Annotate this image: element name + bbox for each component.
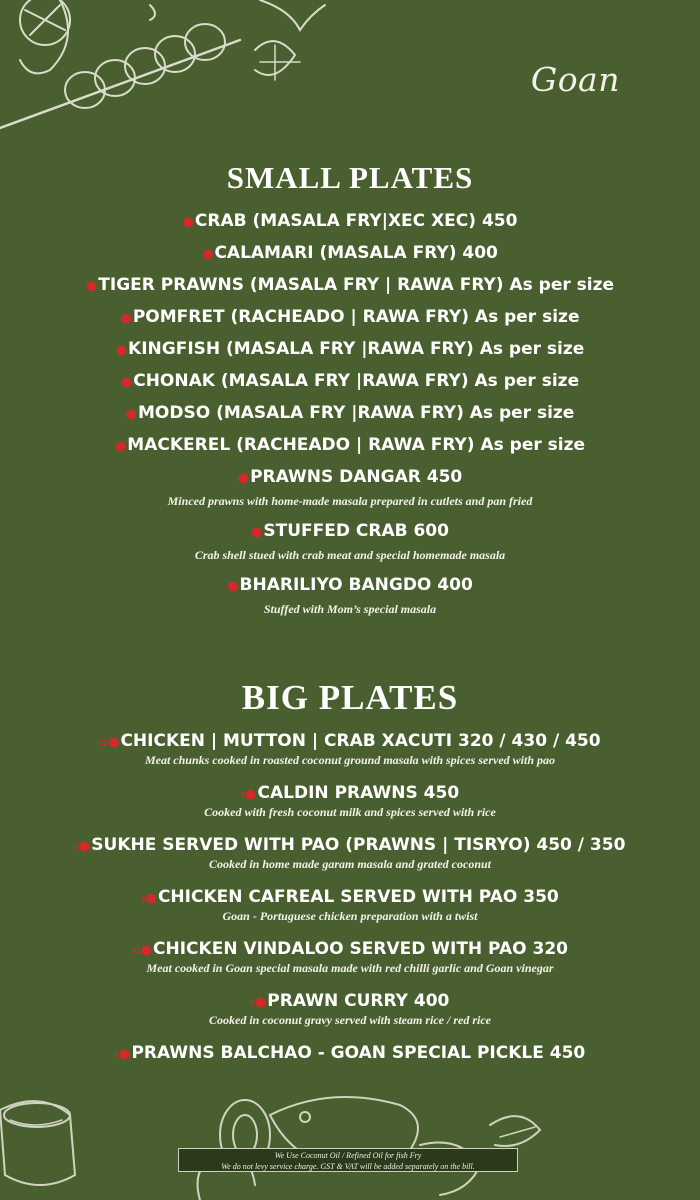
chili-marker-icon: ⸗● [240,787,257,802]
item-description: Meat chunks cooked in roasted coconut ground masala with spices served with pao [144,753,556,767]
menu-item [0,238,700,270]
item-name: PRAWN CURRY 400 [267,991,450,1011]
chili-marker-icon: ● [125,407,137,422]
item-name: POMFRET (RACHEADO | RAWA FRY) As per size [132,307,580,327]
menu-item [0,516,700,562]
food-illustration-bottom [0,1075,700,1200]
item-description: Cooked in home made garam masala and grated coconut [208,857,491,871]
menu-item [0,783,700,819]
item-description: Crab shell stued with crab meat and special homemade masala [194,548,506,562]
item-description: Stuffed with Mom’s special masala [263,602,437,616]
item-name: CALAMARI (MASALA FRY) 400 [214,243,498,263]
chili-marker-icon: ● [115,343,128,358]
item-description: Goan - Portuguese chicken preparation with a twist [222,909,478,923]
item-name: TIGER PRAWNS (MASALA FRY | RAWA FRY) As per size [98,275,615,295]
chili-marker-icon: ● [85,279,98,294]
item-name: CHICKEN CAFREAL SERVED WITH PAO 350 [157,887,559,907]
item-description: Cooked in coconut gravy served with steam rice / red rice [209,1013,491,1027]
oil-note: We Use Coconut Oil / Refined Oil for fish Fry [274,1151,422,1160]
menu-item [0,887,700,923]
menu-item [0,270,700,302]
item-name: MODSO (MASALA FRY |RAWA FRY) As per size [138,403,575,423]
item-name: CRAB (MASALA FRY|XEC XEC) 450 [194,211,518,231]
item-name: CHICKEN | MUTTON | CRAB XACUTI 320 / 430 / 450 [120,731,601,751]
menu-item [0,366,700,398]
chili-marker-icon: ● [227,579,239,594]
menu-item [0,731,700,767]
chili-marker-icon: ⸗● [114,1047,131,1062]
footer-note [178,1148,518,1172]
item-name: CHICKEN VINDALOO SERVED WITH PAO 320 [153,939,568,959]
menu-item [0,939,700,975]
chili-marker-icon: ⸗⸗● [99,735,120,750]
small-plates-heading: SMALL PLATES [226,160,474,195]
chili-marker-icon: ⸗● [250,995,267,1010]
menu-item [0,334,700,366]
chili-marker-icon: ● [182,215,194,230]
chili-marker-icon: ● [202,247,214,262]
chili-marker-icon: ● [237,471,250,486]
chili-marker-icon: ● [251,525,263,540]
menu-item [0,462,700,508]
chili-marker-icon: ⸗● [74,839,91,854]
item-name: MACKEREL (RACHEADO | RAWA FRY) As per size [127,435,586,455]
item-name: KINGFISH (MASALA FRY |RAWA FRY) As per size [128,339,585,359]
small-plates-list [0,206,700,624]
menu-item [0,398,700,430]
chili-marker-icon: ● [120,375,133,390]
food-illustration-top [0,0,330,140]
cuisine-title: Goan [530,60,620,99]
item-name: PRAWNS BALCHAO - GOAN SPECIAL PICKLE 450 [131,1043,586,1063]
menu-item [0,1043,700,1065]
item-name: CALDIN PRAWNS 450 [257,783,460,803]
menu-item [0,570,700,616]
menu-item [0,991,700,1027]
chili-marker-icon: ● [120,311,132,326]
item-description: Minced prawns with home-made masala prepared in cutlets and pan fried [167,494,533,508]
chili-marker-icon: ⸗⸗● [132,943,153,958]
item-name: SUKHE SERVED WITH PAO (PRAWNS | TISRYO) 450 / 350 [91,835,626,855]
item-name: STUFFED CRAB 600 [263,521,449,541]
item-description: Cooked with fresh coconut milk and spices served with rice [204,805,496,819]
big-plates-list [0,731,700,1081]
item-description: Meat cooked in Goan special masala made with red chilli garlic and Goan vinegar [146,961,554,975]
chili-marker-icon: ⸗● [141,891,157,906]
menu-item [0,302,700,334]
item-name: PRAWNS DANGAR 450 [250,467,463,487]
chili-marker-icon: ● [114,439,127,454]
item-name: BHARILIYO BANGDO 400 [239,575,473,595]
big-plates-heading: BIG PLATES [241,678,459,717]
item-name: CHONAK (MASALA FRY |RAWA FRY) As per size [133,371,580,391]
menu-item [0,430,700,462]
menu-item [0,206,700,238]
menu-item [0,835,700,871]
tax-note: We do not levy service charge. GST & VAT will be added separately on the bill. [221,1162,475,1171]
